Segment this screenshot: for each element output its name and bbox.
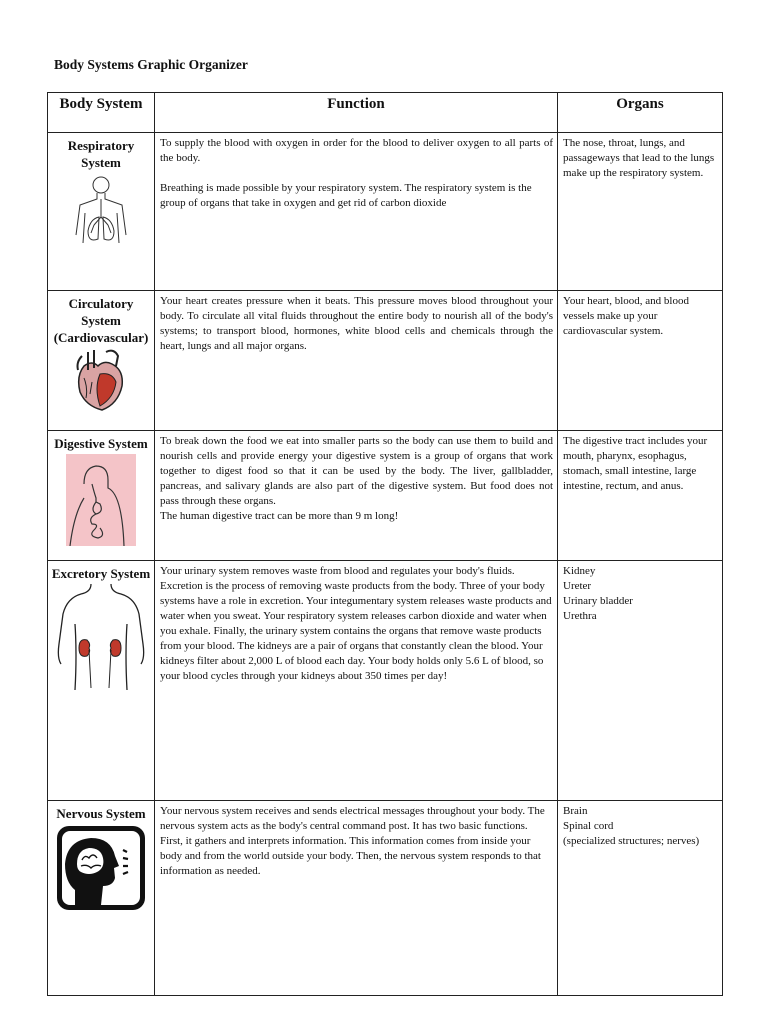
system-cell-digestive	[48, 431, 155, 561]
system-name: Excretory System	[51, 566, 151, 581]
organ-item: Urethra	[563, 610, 597, 622]
table-row	[48, 561, 723, 801]
organs-cell-digestive	[558, 431, 723, 561]
function-text: To break down the food we eat into smaller parts so the body can use them to build and nourish cells and provide energy your digestive system is a group of organs that work together to digest food so that it can be used by the body. The liver, gallbladder, pancreas, and salivary glands are also part of the digestive system. But food does not pass through these organs.	[160, 435, 553, 507]
brain-head-icon	[55, 824, 147, 912]
organs-cell-circulatory	[558, 291, 723, 431]
system-cell-respiratory	[48, 133, 155, 291]
organ-item: Brain	[563, 805, 588, 817]
system-cell-circulatory	[48, 291, 155, 431]
system-name: Digestive System	[54, 436, 148, 451]
organ-item: Urinary bladder	[563, 595, 633, 607]
organs-text: The digestive tract includes your mouth, pharynx, esophagus, stomach, small intestine, large intestine, rectum, and anus.	[563, 435, 708, 492]
function-cell-nervous	[155, 801, 558, 996]
organs-cell-respiratory	[558, 133, 723, 291]
function-cell-digestive	[155, 431, 558, 561]
table-row	[48, 801, 723, 996]
organs-cell-excretory	[558, 561, 723, 801]
organ-item: Spinal cord	[563, 820, 614, 832]
kidneys-torso-icon	[55, 584, 147, 694]
header-organs: Organs	[558, 93, 723, 133]
function-cell-respiratory	[155, 133, 558, 291]
organs-text: The nose, throat, lungs, and passageways that lead to the lungs make up the respiratory system.	[563, 137, 715, 179]
system-name: Circulatory System (Cardiovascular)	[53, 296, 149, 345]
header-body-system: Body System	[48, 93, 155, 133]
function-text: Your nervous system receives and sends electrical messages throughout your body. The nervous system acts as the body's central command post. It has two basic functions. First, it gathers and interprets information. This information comes from inside your body and from the world outside your body. Then, the nervous system responds to that information as needed.	[160, 805, 545, 877]
organ-item: Kidney	[563, 565, 596, 577]
system-name: Nervous System	[56, 806, 146, 821]
lungs-figure-icon	[66, 173, 136, 253]
document-title: Body Systems Graphic Organizer	[54, 57, 248, 72]
function-text: Your heart creates pressure when it beats. This pressure moves blood throughout your body. To circulate all vital fluids throughout the entire body to nourish all of the body's systems; to transport blood, hormones, white blood cells and chemicals through the heart, lungs and all major organs.	[160, 295, 553, 352]
digestive-tract-icon	[66, 454, 136, 546]
function-cell-excretory	[155, 561, 558, 801]
organs-cell-nervous	[558, 801, 723, 996]
function-text: Your urinary system removes waste from blood and regulates your body's fluids. Excretion is the process of removing waste products from the body. Three of your body systems have a role in excretion. Your integumentary system releases waste products and water when you sweat. Your respiratory system releases carbon dioxide and water when you exhale. Finally, the urinary system contains the organs that remove waste products from your blood. The kidneys are a pair of organs that constantly clean the blood. Your kidneys filter about 2,000 L of blood each day. Your body holds only 5.6 L of blood, so your blood cycles through your kidneys about 350 times per day!	[160, 565, 552, 682]
table-row	[48, 431, 723, 561]
body-systems-table	[47, 92, 723, 996]
function-text: The human digestive tract can be more than 9 m long!	[160, 510, 399, 522]
table-row	[48, 291, 723, 431]
system-cell-excretory	[48, 561, 155, 801]
function-cell-circulatory	[155, 291, 558, 431]
organ-item: Ureter	[563, 580, 592, 592]
header-function: Function	[155, 93, 558, 133]
function-text: To supply the blood with oxygen in order for the blood to deliver oxygen to all parts of the body.	[160, 137, 553, 164]
system-name: Respiratory System	[67, 138, 135, 170]
table-header-row	[48, 93, 723, 133]
organs-text: Your heart, blood, and blood vessels make up your cardiovascular system.	[563, 295, 689, 337]
heart-icon	[70, 348, 132, 412]
system-cell-nervous	[48, 801, 155, 996]
table-row	[48, 133, 723, 291]
function-text: Breathing is made possible by your respiratory system. The respiratory system is the group of organs that take in oxygen and get rid of carbon dioxide	[160, 182, 532, 209]
organ-item: (specialized structures; nerves)	[563, 835, 700, 847]
